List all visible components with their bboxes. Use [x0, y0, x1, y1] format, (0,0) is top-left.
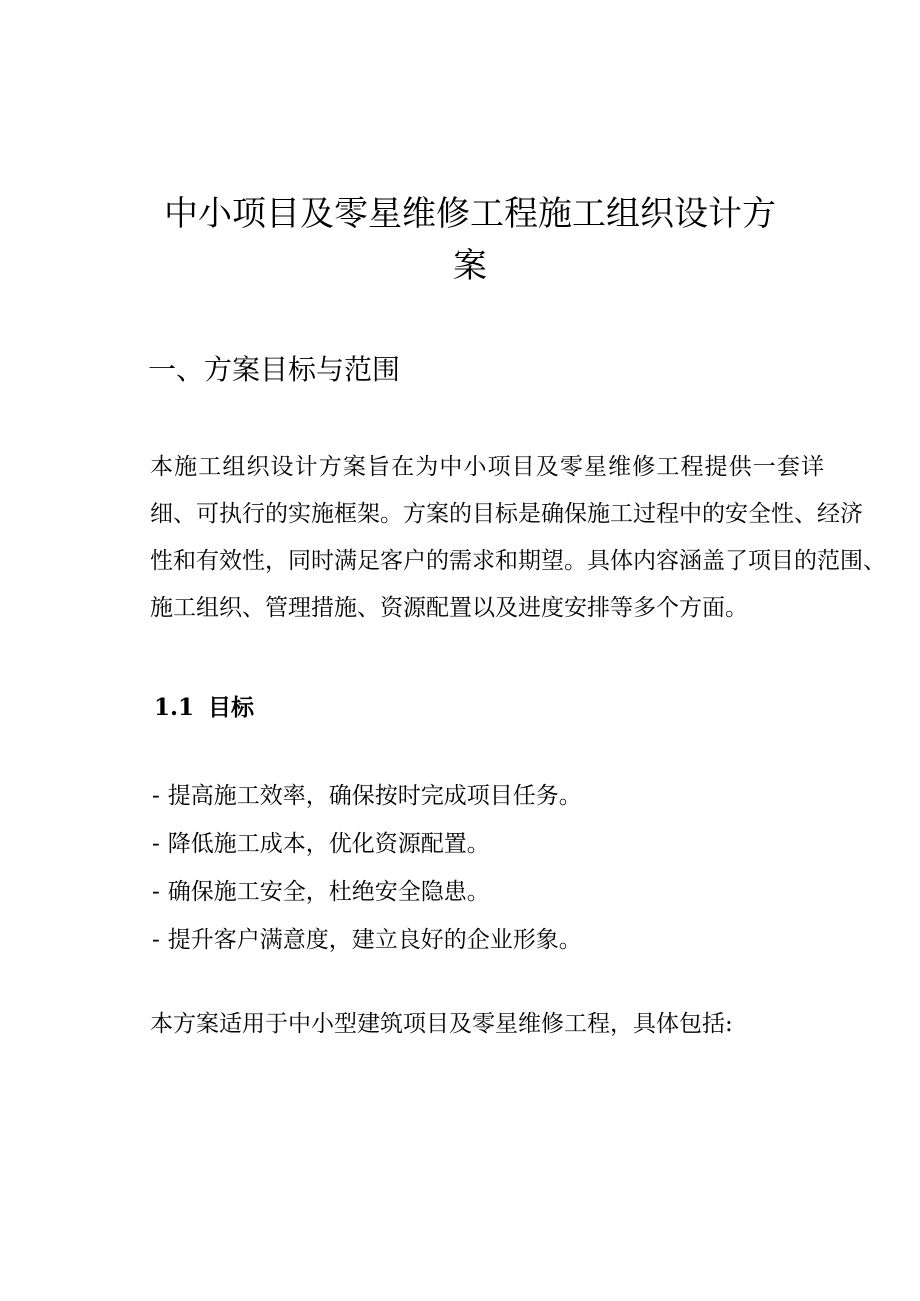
- list-dash: -: [152, 831, 160, 857]
- list-item-text: 提升客户满意度，建立良好的企业形象。: [167, 927, 582, 953]
- paragraph-line: 施工组织、管理措施、资源配置以及进度安排等多个方面。: [150, 595, 748, 621]
- list-item: [152, 916, 582, 964]
- subsection-number: 1.1: [154, 694, 195, 721]
- title-line-2: 案: [453, 246, 487, 286]
- goals-list: [152, 772, 582, 964]
- paragraph-line: 细、可执行的实施框架。方案的目标是确保施工过程中的安全性、经济: [150, 501, 863, 527]
- list-item-text: 降低施工成本，优化资源配置。: [167, 831, 490, 857]
- subsection-label: 目标: [208, 694, 255, 721]
- list-dash: -: [152, 783, 160, 809]
- list-item-text: 提高施工效率，确保按时完成项目任务。: [167, 783, 582, 809]
- document-title: [120, 188, 820, 292]
- scope-paragraph: 本方案适用于中小型建筑项目及零星维修工程，具体包括:: [150, 1011, 733, 1037]
- title-line-1: 中小项目及零星维修工程施工组织设计方: [164, 194, 776, 234]
- list-dash: -: [152, 927, 160, 953]
- list-item: [152, 772, 582, 820]
- list-dash: -: [152, 879, 160, 905]
- subsection-heading: [154, 688, 254, 728]
- intro-paragraph: [150, 444, 886, 632]
- list-item-text: 确保施工安全，杜绝安全隐患。: [167, 879, 490, 905]
- paragraph-line: 本施工组织设计方案旨在为中小项目及零星维修工程提供一套详: [150, 454, 824, 480]
- list-item: [152, 868, 582, 916]
- section-heading: 一、方案目标与范围: [148, 353, 401, 386]
- paragraph-line: 性和有效性，同时满足客户的需求和期望。具体内容涵盖了项目的范围、: [150, 548, 886, 574]
- list-item: [152, 820, 582, 868]
